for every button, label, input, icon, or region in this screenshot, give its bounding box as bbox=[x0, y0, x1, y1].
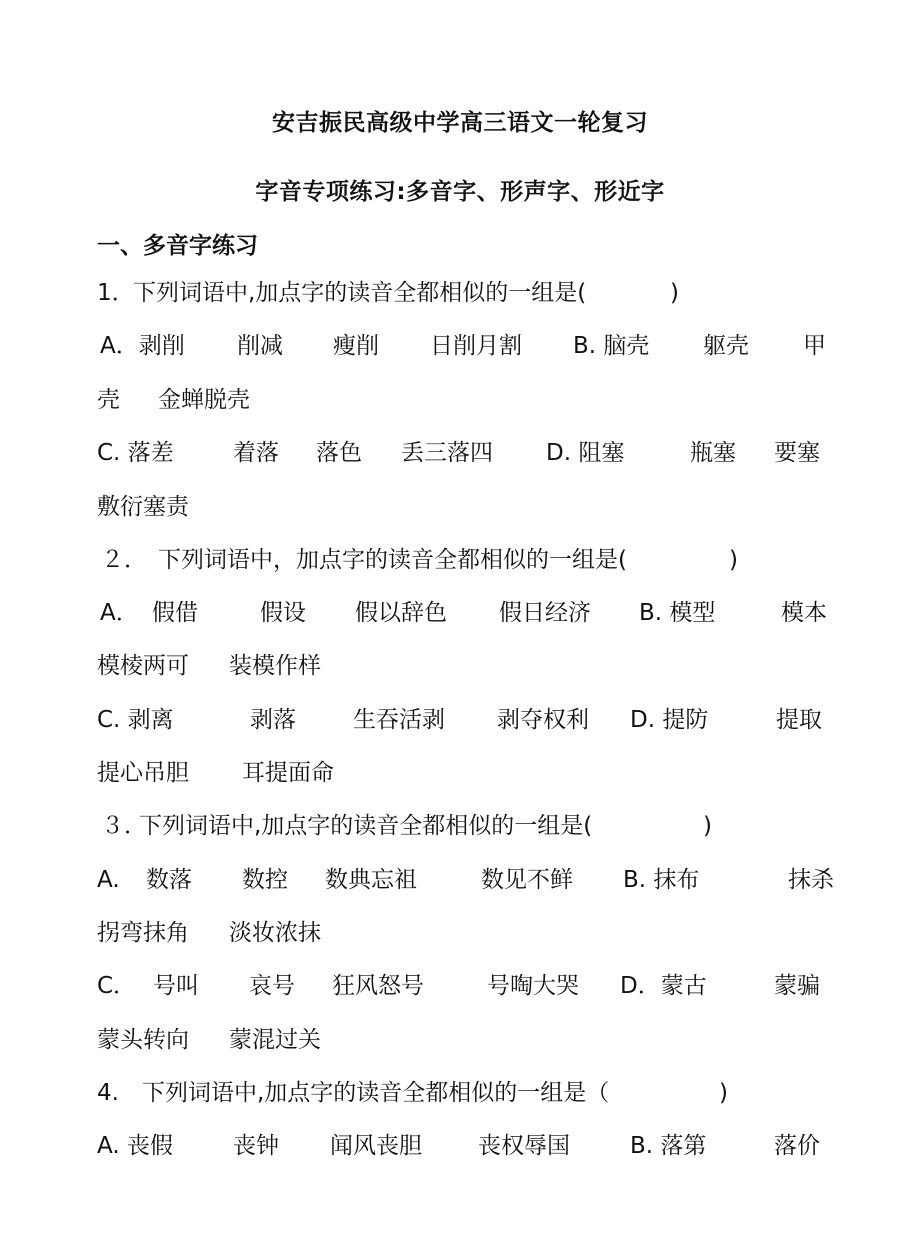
question-text: 下列词语中,加点字的读音全都相似的一组是（ bbox=[142, 1080, 610, 1106]
option-text: 丢三落四 bbox=[401, 440, 493, 466]
option-text: B. 抹布 bbox=[623, 867, 700, 893]
question-text: 下列词语中,加点字的读音全都相似的一组是( bbox=[133, 280, 587, 306]
option-text: D．蒙古 bbox=[620, 973, 707, 999]
question-number: ２． bbox=[101, 547, 147, 573]
option-text: 蒙混过关 bbox=[229, 1027, 321, 1053]
option-text: 拐弯抹角 bbox=[97, 920, 189, 946]
option-text: 提取 bbox=[776, 707, 822, 733]
option-text: A. bbox=[97, 867, 120, 893]
option-text: C. 剥离 bbox=[97, 707, 174, 733]
option-text: 耳提面命 bbox=[242, 760, 334, 786]
option-text: C. 落差 bbox=[97, 440, 174, 466]
option-text: D. 阻塞 bbox=[546, 440, 625, 466]
option-text: 甲 bbox=[803, 333, 826, 359]
option-text: 闻风丧胆 bbox=[330, 1133, 422, 1159]
option-text: 装模作样 bbox=[229, 653, 321, 679]
option-text: 假以辞色 bbox=[355, 600, 447, 626]
option-text: 金蝉脱壳 bbox=[158, 387, 250, 413]
option-text: 丧权辱国 bbox=[478, 1133, 570, 1159]
option-text: 假借 bbox=[152, 600, 198, 626]
option-text: 剥夺权利 bbox=[497, 707, 589, 733]
question-text: 下列词语中，加点字的读音全都相似的一组是( bbox=[158, 547, 627, 573]
option-text: 着落 bbox=[233, 440, 279, 466]
option-text: B. 模型 bbox=[639, 600, 716, 626]
section-heading: 一、多音字练习 bbox=[97, 233, 258, 259]
option-text: B. 落第 bbox=[630, 1133, 707, 1159]
option-text: 丧钟 bbox=[233, 1133, 279, 1159]
option-text: 数见不鲜 bbox=[481, 867, 573, 893]
option-text: 削减 bbox=[237, 333, 283, 359]
option-text: 模棱两可 bbox=[97, 653, 189, 679]
option-text: D. 提防 bbox=[630, 707, 709, 733]
option-text: 落价 bbox=[774, 1133, 820, 1159]
option-text: 瘦削 bbox=[333, 333, 379, 359]
option-text: 淡妆浓抹 bbox=[229, 920, 321, 946]
option-text: A. 丧假 bbox=[97, 1133, 173, 1159]
document-subtitle: 字音专项练习:多音字、形声字、形近字 bbox=[255, 179, 665, 205]
answer-paren-close: ) bbox=[703, 813, 712, 839]
option-text: 模本 bbox=[781, 600, 827, 626]
option-text: 蒙骗 bbox=[774, 973, 820, 999]
document-title: 安吉振民高级中学高三语文一轮复习 bbox=[272, 110, 648, 136]
option-text: 数落 bbox=[146, 867, 192, 893]
option-text: 瓶塞 bbox=[690, 440, 736, 466]
option-text: 剥落 bbox=[250, 707, 296, 733]
option-text: 壳 bbox=[97, 387, 120, 413]
option-text: 号叫 bbox=[153, 973, 199, 999]
answer-paren-close: ) bbox=[729, 547, 738, 573]
answer-paren-close: ) bbox=[670, 280, 679, 306]
question-text: 下列词语中,加点字的读音全都相似的一组是( bbox=[139, 813, 593, 839]
option-text: 数控 bbox=[242, 867, 288, 893]
option-text: 哀号 bbox=[249, 973, 295, 999]
option-text: 日削月割 bbox=[430, 333, 522, 359]
option-text: A．剥削 bbox=[100, 333, 185, 359]
question-number: 4. bbox=[97, 1080, 119, 1106]
option-text: 蒙头转向 bbox=[97, 1027, 189, 1053]
option-text: 生吞活剥 bbox=[353, 707, 445, 733]
option-text: 假日经济 bbox=[499, 600, 591, 626]
option-text: 提心吊胆 bbox=[97, 760, 189, 786]
question-number: 1． bbox=[97, 280, 135, 306]
answer-paren-close: ) bbox=[719, 1080, 728, 1106]
option-text: 落色 bbox=[316, 440, 362, 466]
option-text: 躯壳 bbox=[703, 333, 749, 359]
option-text: 要塞 bbox=[774, 440, 820, 466]
question-number: ３． bbox=[101, 813, 147, 839]
option-text: A． bbox=[100, 600, 139, 626]
option-text: 号啕大哭 bbox=[487, 973, 579, 999]
option-text: 数典忘祖 bbox=[325, 867, 417, 893]
option-text: 狂风怒号 bbox=[332, 973, 424, 999]
option-text: 假设 bbox=[260, 600, 306, 626]
option-text: C． bbox=[97, 973, 137, 999]
option-text: B. 脑壳 bbox=[573, 333, 650, 359]
option-text: 敷衍塞责 bbox=[97, 494, 189, 520]
option-text: 抹杀 bbox=[788, 867, 834, 893]
